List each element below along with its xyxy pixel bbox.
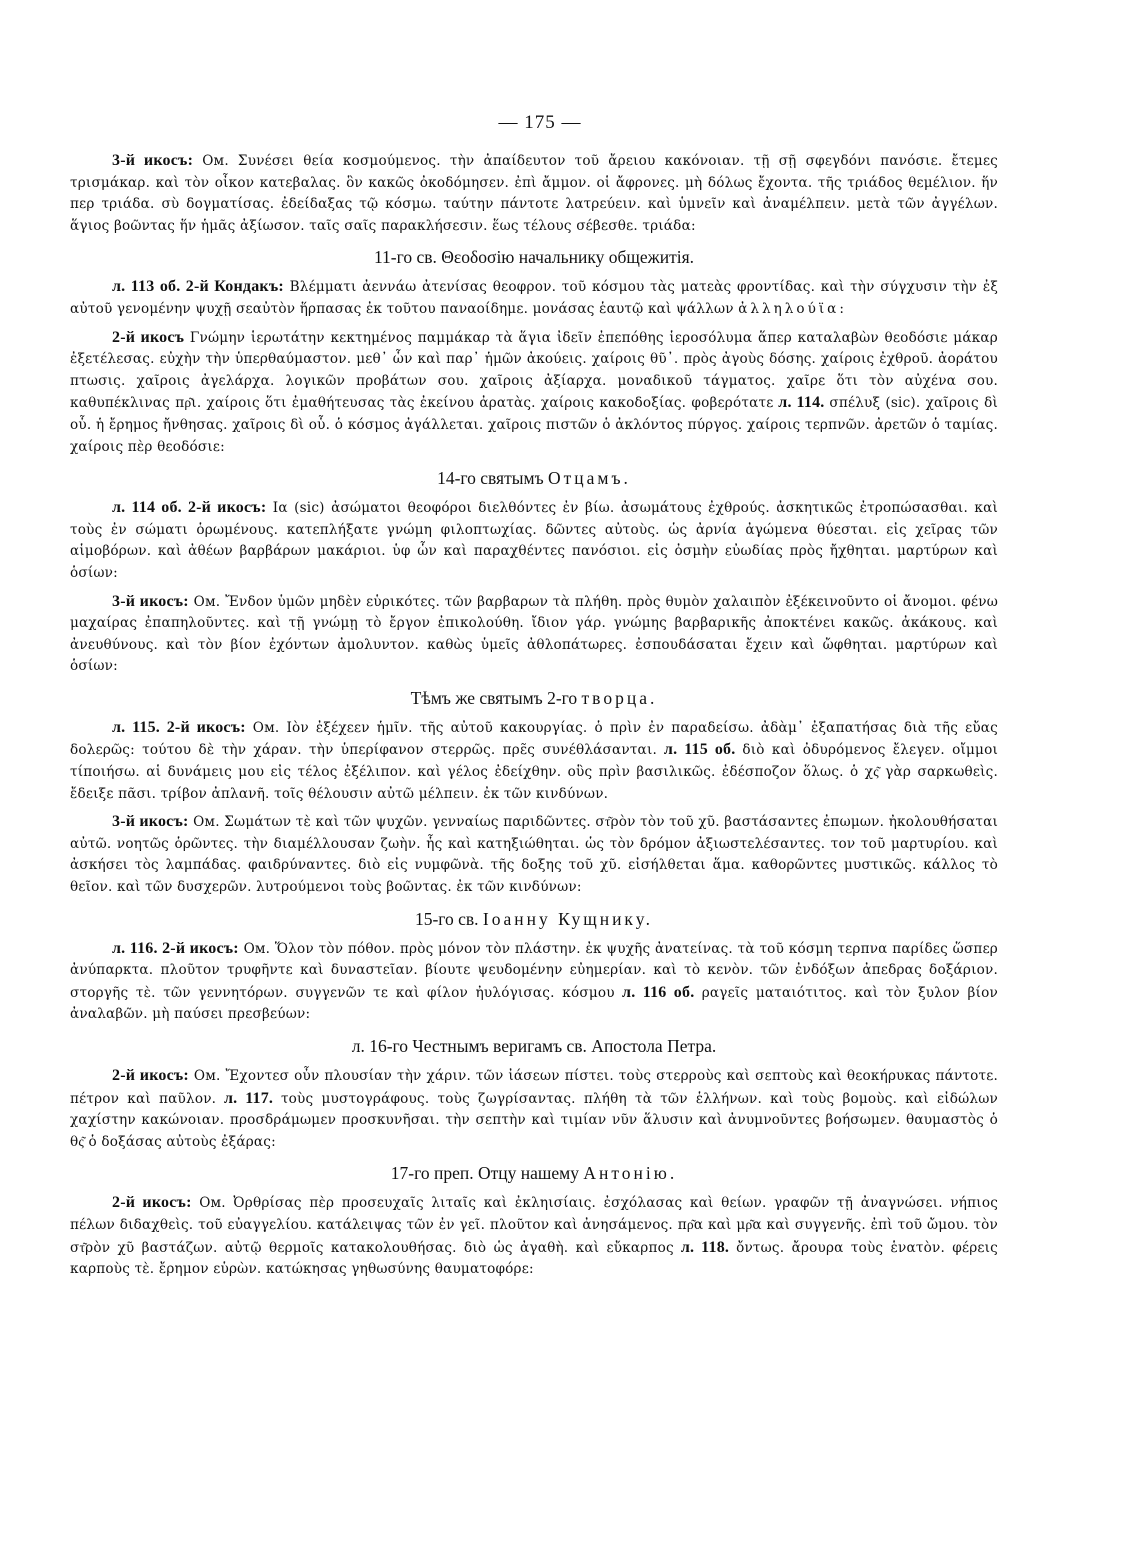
paragraph-ikos-2-anthony <box>70 1192 998 1280</box>
ikos-label: л. 114 об. 2-й икосъ: <box>112 499 267 517</box>
ikos-label: 3-й икосъ: <box>112 152 194 169</box>
section-heading-peter-chains: л. 16-го Честнымъ веригамъ св. Апостола Петра. <box>351 1036 717 1056</box>
paragraph-text: Ом. Ὅλον τὸν πόθον. πρὸς μόνον τὸν πλάστην. ἐκ ψυχῆς ἀνατείνας. τὰ τοῦ κόσμη τερπνα παρίδες ὥσπερ ἀνύπαρκτα. πλοῦτον τρυφῆντε καὶ δυναστεῖαν. βίουτε ψευδομένην εὐημερίαν. καὶ τὸ κενὸν. τῶν ἐνδόξων ἀπεδρας δοξάριον. στοργῆς τὲ. τῶν γεννητόρων. συγγενῶν τε καὶ φίλον ἠυλόγισας. κόσμου <box>70 940 999 1001</box>
paragraph-text: Ом. Ἔνδον ὑμῶν μηδὲν εὑρικότες. τῶν βαρβαρων τὰ πλήθη. πρὸς θυμὸν χαλαιπὸν ἐξέκεινοῦντο οἱ ἄνομοι. φένω μαχαίρας ἐπαπηλοῦντες. καὶ τῇ γνώμῃ τὸ ἔργον ἐπικολούθη. ἴδιον γάρ. γνώμης βαρβαρικῆς ἀποκτένει κακῶς. ἀκάκους. καὶ ἀνευθύνους. καὶ τὸν βίον ἐχόντων ἀμολυντον. καθὼς ὑμεῖς ἀθλοπάτωρες. ἐσπουδάσαται ἔχειν καὶ ὤφθηται. μαρτύρων καὶ ὁσίων: <box>70 593 998 675</box>
section-heading-fathers <box>70 466 998 490</box>
paragraph-ikos-2-second <box>70 717 998 805</box>
ikos-label: 2-й икосъ <box>112 328 185 346</box>
ikos-label: л. 115. 2-й икосъ: <box>112 718 246 736</box>
paragraph-text-continued: σπέλυξ (sic). χαῖροις δὶ οὗ. ἡ ἔρημος ἤνθησας. χαῖροις δὶ οὗ. ὁ κόσμος ἀγάλλεται. χαῖροις πιστῶν ὁ ἀκλόντος πύργος. χαίροις τερπνῶν. ἀρετῶν ὁ ταμίας. χαίροις πὲρ θεοδόσιε: <box>70 395 998 455</box>
folio-reference: л. 118. <box>673 1238 737 1256</box>
heading-spaced: Отцамъ. <box>548 468 631 489</box>
paragraph-ikos-2-peter <box>70 1065 998 1153</box>
heading-lead: 17-го преп. Отцу нашему <box>390 1163 579 1184</box>
paragraph-text-continued: τοὺς μυστογράφους. τοὺς ζωγρίσαντας. πλήθη τὰ τῶν ἑλλήνων. καὶ τοὺς βομοὺς. καὶ εἰδώλων χαχίστην κακώνοιαν. προσδράμωμεν προσκυνῆσαι. τὴν σεπτὴν καὶ τιμίαν νῦν ἅλυσιν καὶ ἀνυμνοῦντες βοήσωμεν. θαυμαστὸς ὁ θς͂ ὁ δοξάσας αὐτοὺς ἐξάρας: <box>70 1090 998 1150</box>
paragraph-ikos-2-fathers <box>70 497 998 584</box>
heading-spaced: творца. <box>581 687 658 708</box>
folio-reference: л. 115 об. <box>657 741 743 759</box>
page-body <box>70 150 998 1287</box>
paragraph-text: Ом. Συνέσει θεία κοσμούμενος. τὴν ἀπαίδευτον τοῦ ἄρειου κακόνοιαν. τῇ σῇ σφεγδόνι πανόσιε. ἔτεμες τρισμάκαρ. καὶ τὸν οἶκον κατεβαλας. ὃν κακῶς ὀκοδόμησεν. ἐπὶ ἄμμον. οἱ ἄφρονες. μὴ δόλως ἔχοντα. τῆς τριάδος θεμέλιον. ἥν περ τριάδα. σὺ δογματίσας. ἐδείδαξας τῷ κόσμω. ταύτην πάντοτε λατρεύειν. καὶ ὑμνεῖν καὶ ἀναμέλπειν. μετὰ τῶν ἀγγέλων. ἅγιος βοῶντας ἥν ἡμᾶς ἀξίωσον. ταῖς σαῖς παρακλήσεσιν. ἕως τέλους σέβεσθε. τριάδα: <box>70 153 998 234</box>
section-heading-john <box>70 907 998 931</box>
folio-reference: л. 114. <box>773 394 830 412</box>
section-heading-theodosius: 11-го св. Θεοδοσію начальнику общежитія. <box>373 247 695 268</box>
ikos-label: л. 116. 2-й икосъ: <box>112 939 239 957</box>
paragraph-text: Ом. Ιὸν ἐξέχεεν ἡμῖν. τῆς αὐτοῦ κακουργίας. ὁ πρὶν ἐν παραδείσω. ἀδὰμ᾽ ἐξαπατήσας διὰ τῆς εὔας δολερῶς: τούτου δὲ τὴν χάραν. τὴν ὑπερίφανον στερρῶς. πρε̃ς συνέθλάσανται. <box>70 719 998 759</box>
paragraph-text-continued: ραγεῖς ματαιότιτος. καὶ τὸν ξυλον βίον ἀναλαβῶν. μὴ παύσει πρεσβεύων: <box>70 984 998 1023</box>
paragraph-ikos-3-theodosius <box>70 150 998 237</box>
heading-lead: Тѣмъ же святымъ 2-го <box>410 687 578 708</box>
paragraph-text: Ом. Σωμάτων τὲ καὶ τῶν ψυχῶν. γενναίως παριδῶντες. στ͂ρὸν τὸν τοῦ χῦ. βαστάσαντες ἐπωμων. ἠκολουθήσαται αὐτῶ. νοητῶς ὁρῶντες. τὴν διαμέλλουσαν ζωὴν. ἧς καὶ κατηξιώθηται. ὡς τὸν δρόμον ἀξιωστελέσαντες. τον τοῦ μαρτυρίου. καὶ ἀσκήσει τὸς λαμπάδας. φαιδρύναντες. διὸ εἰς νυμφῶνὰ. τῆς δοξης τοῦ χῦ. εἰσήλθεται ἅμα. καθορῶντες μυστικῶς. κάλλος τὸ θεῖον. καὶ τῶν δυσχερῶν. λυτρούμενοι τοὺς βοῶντας. ἐκ τῶν κινδύνων: <box>70 814 998 896</box>
paragraph-text: Ом. Ἔχοντεσ οὖν πλουσίαν τὴν χάριν. τῶν ἰάσεων πίστει. τοὺς στερροὺς καὶ σεπτοὺς καὶ θεοκήρυκας πάντοτε. πέτρον καὶ παῦλον. <box>70 1068 999 1107</box>
kondak-label: л. 113 об. 2-й Кондакъ: <box>112 278 284 296</box>
section-heading-second-creator <box>70 686 998 710</box>
heading-spaced: Антонію. <box>583 1163 678 1184</box>
paragraph-kondak-2 <box>70 276 998 320</box>
heading-lead: 15-го св. <box>414 908 479 929</box>
page-number: — 175 — <box>498 112 582 133</box>
ikos-label: 3-й икосъ: <box>112 592 189 610</box>
section-heading-anthony <box>70 1161 998 1185</box>
paragraph-ikos-2-john <box>70 938 998 1026</box>
ikos-label: 2-й икосъ: <box>112 1194 192 1212</box>
ikos-label: 3-й икосъ: <box>112 813 189 831</box>
paragraph-ikos-2-theodosius <box>70 327 998 459</box>
paragraph-ikos-3-second <box>70 811 998 898</box>
alleluia-word: ἀλληλούϊα: <box>738 300 847 317</box>
heading-lead: 14-го святымъ <box>437 468 544 489</box>
heading-spaced: Іоанну Кущнику. <box>482 908 654 929</box>
ikos-label: 2-й икосъ: <box>112 1067 189 1084</box>
paragraph-text-continued: διὸ καὶ ὀδυρόμενος ἔλεγεν. οἴμμοι τίποιήσω. αἱ δυνάμεις μου εἰς τέλος ἐξέλιπον. καὶ γέλος ἐδείχθην. οὓς πρὶν βασιλικῶς. ἐδέσποζον ὅλως. ὁ χς͂ γὰρ σαρκωθεὶς. ἔδειξε πᾶσι. τρίβον ἀπλανῆ. τοῖς θέλουσιν αὐτῶ μέλπειν. ἐκ τῶν κινδύνων. <box>70 742 998 802</box>
folio-reference: л. 117. <box>216 1089 281 1107</box>
paragraph-text: Ом. Ὀρθρίσας πὲρ προσευχαῖς λιταῖς καὶ ἐκληισίαις. ἐσχόλασας καὶ θείων. γραφῶν τῇ ἀναγνώσει. νήπιος πέλων διδαχθεὶς. τοῦ εὐαγγελίου. κατάλειψας τῶν ἐν γεῖ. πλοῦτον καὶ ἀνησάμενος. πρ͂α καὶ μρ͂α καὶ συγγενῆς. ἐπὶ τοῦ ὤμου. τὸν στ͂ρὸν χῦ βαστάζων. αὐτῷ θερμοῖς κατακολουθήσας. διὸ ὡς ἀγαθὴ. καὶ εὔκαρπος <box>70 1195 999 1256</box>
paragraph-text: Βλέμματι ἀεννάω ἀτενίσας θεοφρον. τοῦ κόσμου τὰς ματεὰς φροντίδας. καὶ τὴν σύγχυσιν τὴν ἐξ αὐτοῦ γενομένην ψυχῇ σεαὐτὸν ἥρπασας ἐκ τοῦτου παναοίδημε. μονάσας ἑαυτῷ καὶ ψάλλων <box>70 279 999 317</box>
paragraph-text: Γνώμην ἱερωτάτην κεκτημένος παμμάκαρ τὰ ἅγια ἰδεῖν ἐπεπόθης ἱεροσόλυμα ἅπερ καταλαβὼν θεοδόσιε μάκαρ ἐξετέλεσας. εὐχὴν τὴν ὑπερθαύμαστον. μεθ᾽ ὧν καὶ παρ᾽ ἡμῶν ἀκούεις. χαίροις θῦ᾽. πρὸς ἀγοὺς δόσης. χαίροις ἐχθροῦ. ἀοράτου πτωσις. χαῖροις ἀγελάρχα. λογικῶν προβάτων σου. χαῖροις ἀξίαρχα. μοναδικοῦ τάγματος. χαῖρε ὅτι τὸν αὐχένα σου. καθυπέκλινας πρ͂ι. χαίροις ὅτι ἐμαθήτευσας τὰς ἐκείνου ἀρατὰς. χαίροις κακοδοξίας. φοβερότατε <box>70 329 998 412</box>
paragraph-text: Ια (sic) ἀσώματοι θεοφόροι διελθόντες ἐν βίω. ἀσωμάτους ἐχθρούς. ἀσκητικῶς ἐτροπώσασθαι. καὶ τοὺς ἐν σώματι ὁρωμένους. κατεπλήξατε γνώμη φιλοπτωχίας. δῶντες αὐτοὺς. ὡς ἀρνία ἀγώμενα θύεσται. εἰς χεῖρας τῶν αἱμοβόρων. καὶ ἀθέων βαρβάρων μακάριοι. ὑφ ὧν καὶ παραχθέντες πανόσιοι. εἰς ὀσμὴν εὐωδίας πρὸς ἤχθηται. μαρτύρων καὶ ὁσίων: <box>70 500 998 581</box>
paragraph-text-continued: ὄντως. ἄρουρα τοὺς ἑνατὸν. φέρεις καρποὺς τὲ. ἔρημον εὑρὼν. κατώκησας γηθωσύνης θαυματοφόρε: <box>70 1239 998 1278</box>
folio-reference: л. 116 об. <box>614 983 702 1001</box>
paragraph-ikos-3-fathers <box>70 591 998 678</box>
